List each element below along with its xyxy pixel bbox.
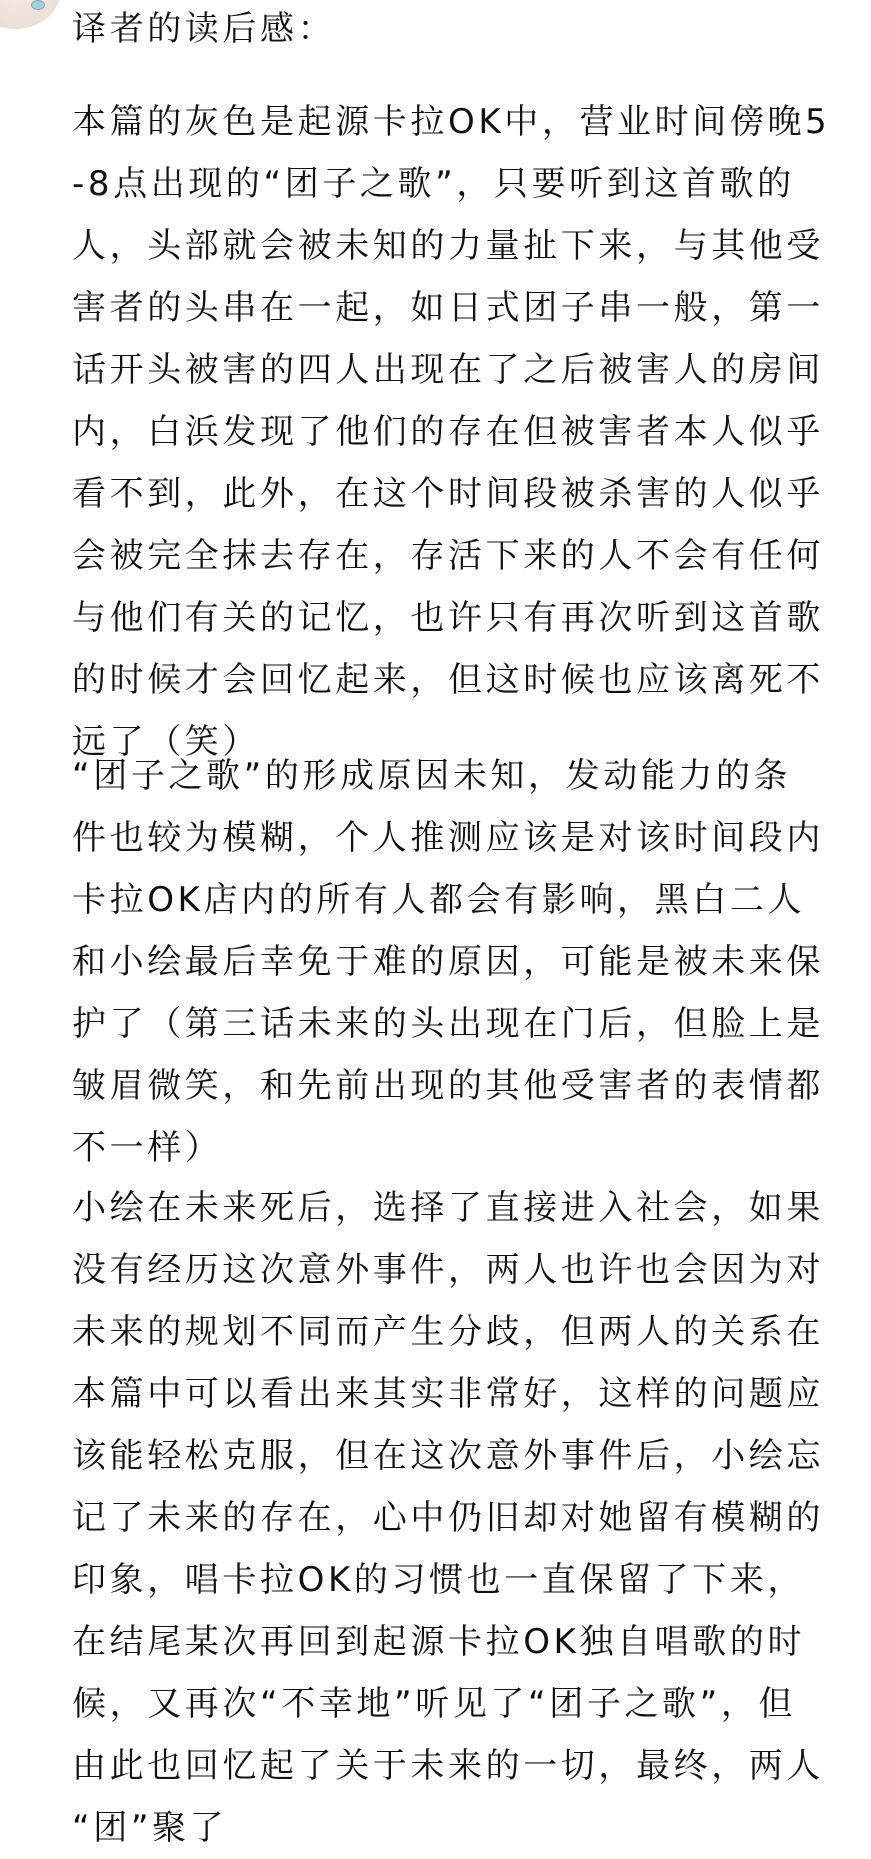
- post-title: 译者的读后感：: [72, 9, 336, 49]
- text-line: 看不到，此外，在这个时间段被杀害的人似乎: [72, 474, 824, 514]
- text-line: 本篇中可以看出来其实非常好，这样的问题应: [72, 1374, 824, 1414]
- text-line: 由此也回忆起了关于未来的一切，最终，两人: [72, 1746, 824, 1786]
- text-line: 人，头部就会被未知的力量扯下来，与其他受: [72, 226, 824, 266]
- text-line: 该能轻松克服，但在这次意外事件后，小绘忘: [72, 1436, 824, 1476]
- paragraph-2: [72, 745, 851, 1179]
- text-line: 护了（第三话未来的头出现在门后，但脸上是: [72, 1004, 824, 1044]
- text-line: 不一样）: [72, 1128, 223, 1168]
- text-line: 件也较为模糊，个人推测应该是对该时间段内: [72, 818, 824, 858]
- text-line: -8点出现的“团子之歌”，只要听到这首歌的: [72, 164, 795, 204]
- paragraph-3: [72, 1177, 851, 1859]
- avatar-eye-icon: [31, 0, 45, 10]
- text-line: 没有经历这次意外事件，两人也许也会因为对: [72, 1250, 824, 1290]
- text-line: 记了未来的存在，心中仍旧却对她留有模糊的: [72, 1498, 824, 1538]
- text-line: 话开头被害的四人出现在了之后被害人的房间: [72, 350, 824, 390]
- text-line: 皱眉微笑，和先前出现的其他受害者的表情都: [72, 1066, 824, 1106]
- text-line: 与他们有关的记忆，也许只有再次听到这首歌: [72, 598, 824, 638]
- text-line: 卡拉OK店内的所有人都会有影响，黑白二人: [72, 880, 806, 920]
- avatar[interactable]: [0, 0, 60, 29]
- text-line: “团”聚了: [72, 1808, 228, 1848]
- text-line: 候，又再次“不幸地”听见了“团子之歌”，但: [72, 1684, 797, 1724]
- text-line: 未来的规划不同而产生分歧，但两人的关系在: [72, 1312, 824, 1352]
- text-line: “团子之歌”的形成原因未知，发动能力的条: [72, 756, 792, 796]
- text-line: 会被完全抹去存在，存活下来的人不会有任何: [72, 536, 824, 576]
- text-line: 在结尾某次再回到起源卡拉OK独自唱歌的时: [72, 1622, 806, 1662]
- text-line: 内，白浜发现了他们的存在但被害者本人似乎: [72, 412, 824, 452]
- text-line: 远了（笑）: [72, 722, 260, 762]
- text-line: 印象，唱卡拉OK的习惯也一直保留了下来，: [72, 1560, 806, 1600]
- text-line: 的时候才会回忆起来，但这时候也应该离死不: [72, 660, 824, 700]
- text-line: 和小绘最后幸免于难的原因，可能是被未来保: [72, 942, 824, 982]
- text-line: 害者的头串在一起，如日式团子串一般，第一: [72, 288, 824, 328]
- text-line: 本篇的灰色是起源卡拉OK中，营业时间傍晚5: [72, 102, 831, 142]
- text-line: 小绘在未来死后，选择了直接进入社会，如果: [72, 1188, 824, 1228]
- paragraph-1: [72, 91, 851, 773]
